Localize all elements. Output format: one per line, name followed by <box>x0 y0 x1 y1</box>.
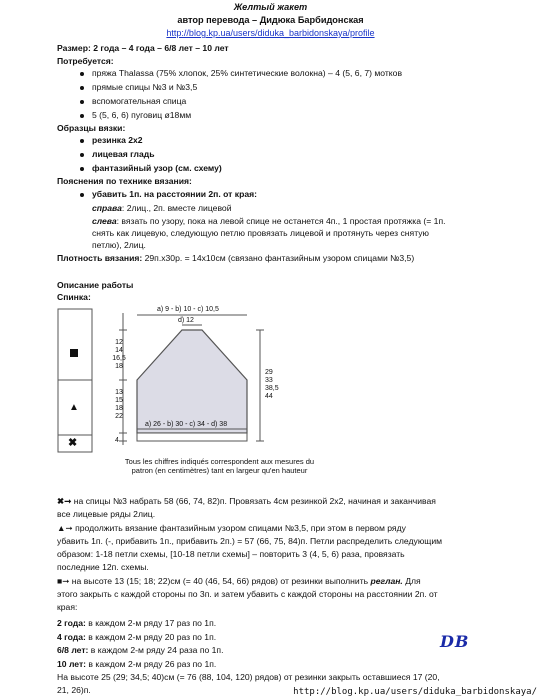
instruction-text: этого закрыть с каждой стороны по 3п. и затем убавить с каждой стороны на расстоянии 2п. от <box>57 589 438 599</box>
dim-value: 18 <box>115 363 123 370</box>
schematic-caption <box>117 457 322 475</box>
dim-value: 16,5 <box>112 355 126 362</box>
bullet-icon <box>80 167 84 171</box>
triangle-symbol-icon: ▲ <box>69 402 79 413</box>
sizes-line <box>57 43 229 54</box>
technique-right <box>92 203 232 214</box>
dim-value: 13 <box>115 389 123 396</box>
instruction-text: продолжить вязание фантазийным узором спицами №3,5, при этом в первом ряду <box>75 523 406 533</box>
dim-value: 44 <box>265 393 273 400</box>
density-label: Плотность вязания: <box>57 253 143 263</box>
dim-value: 29 <box>265 369 273 376</box>
dim-value: 38,5 <box>265 385 279 392</box>
schematic-bottom-width: a) 26 - b) 30 - c) 34 - d) 38 <box>145 421 228 428</box>
triangle-arrow-icon: ▲➞ <box>57 523 73 533</box>
translation-author: автор перевода – Дидюка Барбидонская <box>177 15 364 25</box>
sample-item: фантазийный узор (см. схему) <box>92 163 222 173</box>
bullet-icon <box>80 100 84 104</box>
schematic-top-width: a) 9 - b) 10 - c) 10,5 <box>157 306 219 313</box>
pattern-line <box>57 523 406 534</box>
material-item: 5 (5, 6, 6) пуговиц ø18мм <box>92 110 192 120</box>
dim-value: 12 <box>115 339 123 346</box>
instruction-text: последние 12п. схемы. <box>57 562 149 572</box>
instruction-text: убавить 1п. (-, прибавить 1п., прибавить 2п.) = 57 (66, 75, 84)п. Петли распределить следующим <box>57 536 443 546</box>
instruction-text: образом: 1-18 петли схемы, [10-18 петли схемы] – повторить 3 (4, 5, 6) раза, провязать <box>57 549 405 559</box>
raglan-line <box>57 576 421 587</box>
size-label: 4 года: <box>57 632 86 642</box>
square-symbol-icon <box>70 349 78 357</box>
sample-item: резинка 2х2 <box>92 135 143 145</box>
dim-value: 18 <box>115 405 123 412</box>
schematic-raglan-heights <box>109 339 129 371</box>
instruction-text: 21, 26)п. <box>57 685 91 695</box>
cast-on-line <box>57 496 436 507</box>
technique-left <box>92 216 445 227</box>
signature-mark: DB <box>440 632 470 651</box>
sample-item: лицевая гладь <box>92 149 155 159</box>
bullet-icon <box>80 193 84 197</box>
cross-symbol-icon: ✖ <box>68 437 78 449</box>
schematic-body-heights <box>109 389 129 421</box>
cross-arrow-icon: ✖➞ <box>57 496 72 506</box>
density-line <box>57 253 414 264</box>
samples-heading: Образцы вязки: <box>57 123 126 133</box>
dim-value: 14 <box>115 347 123 354</box>
schematic-rib-height: 4 <box>115 437 119 444</box>
instruction-text: края: <box>57 602 78 612</box>
technique-item: убавить 1п. на расстоянии 2п. от края: <box>92 189 257 199</box>
document-title: Желтый жакет <box>233 2 308 12</box>
density-value: 29п.х30р. = 14х10см (связано фантазийным узором спицами №3,5) <box>142 253 415 263</box>
watermark-url: http://blog.kp.ua/users/diduka_barbidonskaya/ <box>293 686 537 697</box>
instruction-text: на спицы №3 набрать 58 (66, 74, 82)п. Провязать 4см резинкой 2х2, начиная и заканчивая <box>73 496 436 506</box>
technique-left-cont: снять как лицевую, следующую петлю провязать лицевой и протянуть через снятую <box>92 228 429 238</box>
bullet-icon <box>80 72 84 76</box>
size-decrease-line <box>57 618 216 629</box>
bullet-icon <box>80 86 84 90</box>
size-decrease-line <box>57 632 216 643</box>
profile-link[interactable]: http://blog.kp.ua/users/diduka_barbidonskaya/profile <box>166 28 375 38</box>
size-label: 2 года: <box>57 618 86 628</box>
size-text: в каждом 2-м ряду 26 раз по 1п. <box>86 659 217 669</box>
size-text: в каждом 2-м ряду 20 раз по 1п. <box>85 632 217 642</box>
schematic-neck-width: d) 12 <box>178 317 194 324</box>
sizes-label: Размер: <box>57 43 91 53</box>
size-label: 6/8 лет: <box>57 645 89 655</box>
section-heading: Описание работы <box>57 280 134 290</box>
sizes-value: 2 года – 4 года – 6/8 лет – 10 лет <box>93 43 229 53</box>
back-schematic <box>57 305 327 480</box>
right-label: справа <box>92 203 122 213</box>
dim-value: 22 <box>115 413 123 420</box>
material-item: прямые спицы №3 и №3,5 <box>92 82 198 92</box>
dim-value: 15 <box>115 397 123 404</box>
size-decrease-line <box>57 645 223 656</box>
materials-heading: Потребуется: <box>57 56 114 66</box>
material-item: пряжа Thalassa (75% хлопок, 25% синтетические волокна) – 4 (5, 6, 7) мотков <box>92 68 403 78</box>
left-text: : вязать по узору, пока на левой спице не останется 4п., 1 простая протяжка (= 1п. <box>116 216 446 226</box>
square-arrow-icon: ■➞ <box>57 576 70 586</box>
technique-left-cont: петлю), 2лиц. <box>92 240 146 250</box>
size-text: в каждом 2-м ряду 24 раза по 1п. <box>88 645 224 655</box>
instruction-text: На высоте 25 (29; 34,5; 40)см (= 76 (88, 104, 120) рядов) от резинки закрыть оставшиеся 17 (20, <box>57 672 440 682</box>
size-label: 10 лет: <box>57 659 87 669</box>
size-decrease-line <box>57 659 216 670</box>
schematic-total-heights <box>265 369 279 401</box>
caption-line: Tous les chiffres indiqués correspondent aux mesures du <box>124 457 315 466</box>
size-text: в каждом 2-м ряду 17 раз по 1п. <box>85 618 217 628</box>
instruction-text: все лицевые ряды 2лиц. <box>57 509 156 519</box>
bullet-icon <box>80 153 84 157</box>
caption-line: patron (en centimètres) tant en largeur qu'en hauteur <box>131 466 308 475</box>
technique-heading: Пояснения по технике вязания: <box>57 176 192 186</box>
right-text: : 2лиц., 2п. вместе лицевой <box>121 203 232 213</box>
raglan-term: реглан. <box>370 576 403 586</box>
instruction-text: на высоте 13 (15; 18; 22)см (= 40 (46, 54, 66) рядов) от резинки выполнить <box>71 576 371 586</box>
material-item: вспомогательная спица <box>92 96 187 106</box>
section-subheading: Спинка: <box>57 292 91 302</box>
instruction-text: Для <box>402 576 421 586</box>
left-label: слева <box>92 216 117 226</box>
dim-value: 33 <box>265 377 273 384</box>
bullet-icon <box>80 139 84 143</box>
schematic-drawing <box>57 305 327 480</box>
bullet-icon <box>80 114 84 118</box>
